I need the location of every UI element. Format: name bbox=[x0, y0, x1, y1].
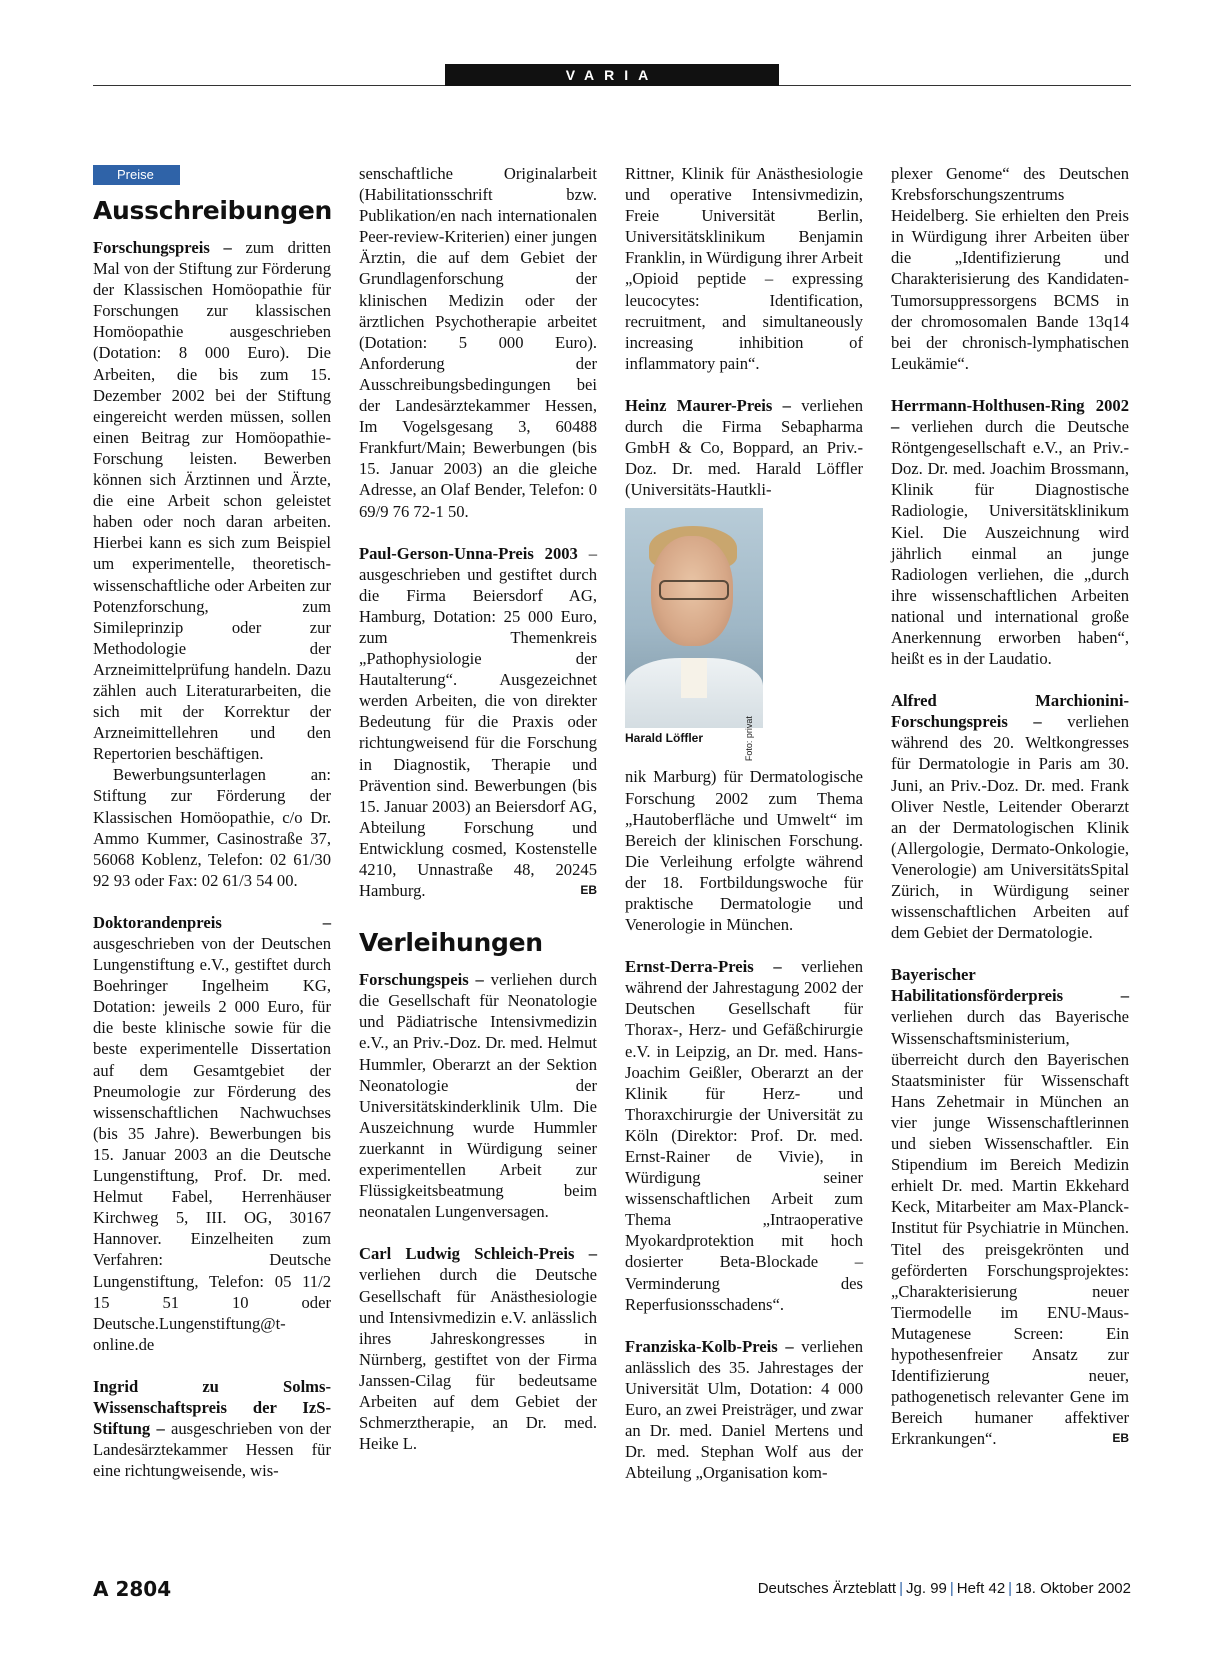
journal-volume: Jg. 99 bbox=[906, 1580, 947, 1597]
article-title: Forschungspreis – bbox=[93, 238, 232, 257]
page-number: A 2804 bbox=[93, 1577, 172, 1601]
footer-separator: | bbox=[949, 1580, 954, 1597]
journal-footer bbox=[758, 1580, 1131, 1597]
category-badge: Preise bbox=[93, 165, 180, 185]
article-holthusen-ring: Herrmann-Holthusen-Ring 2002 – verliehen durch die Deutsche Röntgengesellschaft e.V., an Priv.-Doz. Dr. med. Joachim Brossmann, Klinik für Diagnostische Radiologie, Universitätsklinikum Kiel. Die Auszeichnung wird jährlich einmal an junge Radiologen verliehen, die „durch ihre wissenschaftlichen Arbeiten national und international große Anerkennung erworben haben“, heißt es in der Laudatio. bbox=[891, 395, 1129, 669]
article-kolb-preis: Franziska-Kolb-Preis – verliehen anlässlich des 35. Jahrestages der Universität Ulm, Dotation: 4 000 Euro, an zwei Preisträger, und zwar an Dr. med. Daniel Mertens und Dr. med. Stephan Wolf aus der Abteilung „Organisation kom- bbox=[625, 1336, 863, 1483]
column-2 bbox=[359, 163, 597, 1454]
article-title: Franziska-Kolb-Preis – bbox=[625, 1336, 794, 1356]
section-header: VARIA bbox=[445, 64, 779, 86]
article-title: Carl Ludwig Schleich-Preis – bbox=[359, 1244, 597, 1264]
article-title: Ernst-Derra-Preis – bbox=[625, 957, 782, 977]
footer-separator: | bbox=[899, 1580, 904, 1597]
article-continuation: Rittner, Klinik für Anästhesiologie und operative Intensivmedizin, Freie Universität Berlin, Universitätsklinikum Benjamin Franklin, in Würdigung ihrer Arbeit „Opioid peptide – expressing leucocytes: Identification, recruitment, and simultaneously increasing inhibition of inflammatory pain“. bbox=[625, 164, 863, 373]
article-continuation: plexer Genome“ des Deutschen Krebsforschungszentrums Heidelberg. Sie erhielten den Preis in Würdigung ihrer Arbeiten über die „Identifizierung und Charakterisierung des Kandidaten-Tumorsuppressorgens BCMS in der chromosomalen Bande 13q14 bei der chronisch-lymphatischen Leukämie“. bbox=[891, 164, 1129, 373]
article-title: Herrmann-Holthusen-Ring 2002 – bbox=[891, 395, 1129, 437]
article-maurer-preis: Heinz Maurer-Preis – verliehen durch die Firma Sebapharma GmbH & Co, Boppard, an Priv.-Doz. Dr. med. Harald Löffler (Universitäts-Hautkli- bbox=[625, 395, 863, 500]
article-habilitationsfoerderpreis: Bayerischer Habilitationsförderpreis – verliehen durch das Bayerische Wissenschaftsministerium, überreicht durch den Bayerischen Staatsminister für Wissenschaft Hans Zehetmair in München an vier junge Wissenschaftlerinnen und sieben Wissenschaftler. Ein Stipendium im Bereich Medizin erhielt Dr. med. Martin Ekkehard Keck, Mitarbeiter am Max-Planck-Institut für Psychiatrie in München. Titel des preisgekrönten und geförderten Forschungsprojektes: „Charakterisierung neuer Tiermodelle im ENU-Maus-Mutagenese Screen: Ein hypothesenfreier Ansatz zur Identifizierung neuer, pathogenetisch relevanter Gene im Bereich humaner affektiver Erkrankungen“. EB bbox=[891, 965, 1129, 1449]
column-4 bbox=[891, 163, 1129, 1449]
section-heading-verleihungen: Verleihungen bbox=[359, 928, 543, 958]
footer-separator: | bbox=[1008, 1580, 1013, 1597]
article-title: Doktorandenpreis – bbox=[93, 912, 331, 932]
journal-name: Deutsches Ärzteblatt bbox=[757, 1580, 897, 1597]
photo-caption: Harald Löffler bbox=[625, 731, 704, 746]
article-title: Bayerischer Habilitationsförderpreis – bbox=[891, 965, 1129, 1006]
glasses-shape bbox=[659, 580, 729, 600]
author-sign: EB bbox=[1112, 1431, 1129, 1446]
article-solms-preis: Ingrid zu Solms-Wissenschaftspreis der IzS-Stiftung – ausgeschrieben von der Landesärztekammer Hessen für eine richtungweisende, wis- bbox=[93, 1376, 331, 1481]
article-doktorandenpreis: Doktorandenpreis – ausgeschrieben von der Deutschen Lungenstiftung e.V., gestiftet durch Boehringer Ingelheim KG, Dotation: jeweils 2 000 Euro, für die beste klinische sowie für die beste experimentelle Dissertation auf dem Gesamtgebiet der Pneumologie zur Förderung des wissenschaftlichen Nachwuchses (bis 35 Jahre). Bewerbungen bis 15. Januar 2003 an die Deutsche Lungenstiftung, Prof. Dr. med. Helmut Fabel, Herrenhäuser Kirchweg 5, III. OG, 30167 Hannover. Einzelheiten zum Verfahren: Deutsche Lungenstiftung, Telefon: 05 11/2 15 51 10 oder Deutsche.Lungenstiftung@t-online.de bbox=[93, 912, 331, 1354]
author-sign: EB bbox=[580, 883, 597, 898]
article-title: Heinz Maurer-Preis – bbox=[625, 395, 791, 415]
article-marchionini-preis: Alfred Marchionini-Forschungspreis – verliehen während des 20. Weltkongresses für Dermatologie in Paris am 30. Juni, an Priv.-Doz. Dr. med. Frank Oliver Nestle, Leitender Oberarzt an der Dermatologischen Klinik (Allergologie, Dermato-Onkologie, Venerologie) am UniversitätsSpital Zürich, in Würdigung seiner wissenschaftlichen Arbeiten auf dem Gebiet der Dermatologie. bbox=[891, 691, 1129, 943]
article-title: Alfred Marchionini-Forschungspreis – bbox=[891, 691, 1129, 732]
article-continuation: senschaftliche Originalarbeit (Habilitationsschrift bzw. Publikation/en nach internationalen Peer-review-Kriterien) einer jungen Ärztin, die auf dem Gebiet der Grundlagenforschung der klinischen Medizin oder der ärztlichen Psychotherapie arbeitet (Dotation: 5 000 Euro). Anforderung der Ausschreibungsbedingungen bei der Landesärztekammer Hessen, Im Vogelsgesang 3, 60488 Frankfurt/Main; Bewerbungen (bis 15. Januar 2003) an die gleiche Adresse, an Olaf Bender, Telefon: 0 69/9 76 72-1 50. bbox=[359, 164, 597, 521]
article-title: Forschungspeis – bbox=[359, 970, 484, 990]
journal-date: 18. Oktober 2002 bbox=[1015, 1580, 1131, 1597]
article-maurer-continuation: nik Marburg) für Dermatologische Forschung 2002 zum Thema „Hautoberfläche und Umwelt“ im Bereich der klinischen Forschung. Die Verleihung erfolgte während der 18. Fortbildungswoche für praktische Dermatologie und Venerologie in München. bbox=[625, 767, 863, 935]
article-forschungspeis: Forschungspeis – verliehen durch die Gesellschaft für Neonatologie und Pädiatrische Intensivmedizin e.V., an Priv.-Doz. Dr. med. Helmut Hummler, Oberarzt an der Sektion Neonatologie der Universitätskinderklinik Ulm. Die Auszeichnung wurde Hummler zuerkannt in Würdigung seiner experimentellen Arbeit zur Flüssigkeitsbeatmung beim neonatalen Lungenversagen. bbox=[359, 970, 597, 1222]
column-3 bbox=[625, 163, 863, 1483]
article-title: Paul-Gerson-Unna-Preis 2003 bbox=[359, 543, 578, 563]
photo-credit: Foto: privat bbox=[743, 716, 754, 762]
article-derra-preis: Ernst-Derra-Preis – verliehen während der Jahrestagung 2002 der Deutschen Gesellschaft für Thorax-, Herz- und Gefäßchirurgie e.V. in Leipzig, an Dr. med. Hans-Joachim Geißler, Oberarzt an der Klinik für Herz- und Thoraxchirurgie der Universität zu Köln (Direktor: Prof. Dr. med. Ernst-Rainer de Vivie), in Würdigung seiner wissenschaftlichen Arbeit zum Thema „Intraoperative Myokardprotektion mit hoch dosierter Beta-Blockade – Verminderung des Reperfusionsschadens“. bbox=[625, 957, 863, 1314]
application-address: Bewerbungsunterlagen an: Stiftung zur Förderung der Klassischen Homöopathie, c/o Dr. Ammo Kummer, Casinostraße 37, 56068 Koblenz, Telefon: 02 61/30 92 93 oder Fax: 02 61/3 54 00. bbox=[93, 765, 331, 890]
article-forschungspreis: Forschungspreis – zum dritten Mal von der Stiftung zur Förderung der Klassischen Homöopathie für Forschungen zur klassischen Homöopathie ausgeschrieben (Dotation: 8 000 Euro). Die Arbeiten, die bis zum 15. Dezember 2002 bei der Stiftung eingereicht werden müssen, sollen einen Beitrag zur Homöopathie-Forschung leisten. Bewerben können sich Ärztinnen und Ärzte, die eine Arbeit schon geleistet haben oder noch daran arbeiten. Hierbei kann es sich zum Beispiel um experimentelle, theoretisch-wissenschaftliche oder Arbeiten zur Potenzforschung, zum Simileprinzip oder zur Methodologie der Arzneimittelprüfung handeln. Dazu zählen auch Literaturarbeiten, die sich mit der Korrektur der Arzneimittellehren und den Repertorien beschäftigen. bbox=[93, 238, 331, 764]
collar-shape bbox=[681, 658, 707, 698]
section-heading-ausschreibungen: Ausschreibungen bbox=[93, 196, 333, 225]
article-schleich-preis: Carl Ludwig Schleich-Preis – verliehen durch die Deutsche Gesellschaft für Anästhesiologie und Intensivmedizin e.V. anlässlich ihres Jahreskongresses in Nürnberg, gestiftet von der Firma Janssen-Cilag für bedeutsame Arbeiten auf dem Gebiet der Schmerztherapie, an Dr. med. Heike L. bbox=[359, 1244, 597, 1454]
journal-issue: Heft 42 bbox=[956, 1580, 1006, 1597]
article-unna-preis: Paul-Gerson-Unna-Preis 2003 – ausgeschrieben und gestiftet durch die Firma Beiersdorf AG, Hamburg, Dotation: 25 000 Euro, zum Themenkreis „Pathophysiologie der Hautalterung“. Ausgezeichnet werden Arbeiten, die von direkter Bedeutung für die Praxis oder richtungweisend für die Forschung in Diagnostik, Therapie und Prävention sind. Bewerbungen (bis 15. Januar 2003) an Beiersdorf AG, Abteilung Forschung und Entwicklung cosmed, Kostenstelle 4210, Unnastraße 48, 20245 Hamburg. EB bbox=[359, 543, 597, 901]
column-1 bbox=[93, 163, 331, 1481]
article-title: Ingrid zu Solms-Wissenschaftspreis der IzS-Stiftung – bbox=[93, 1376, 331, 1439]
